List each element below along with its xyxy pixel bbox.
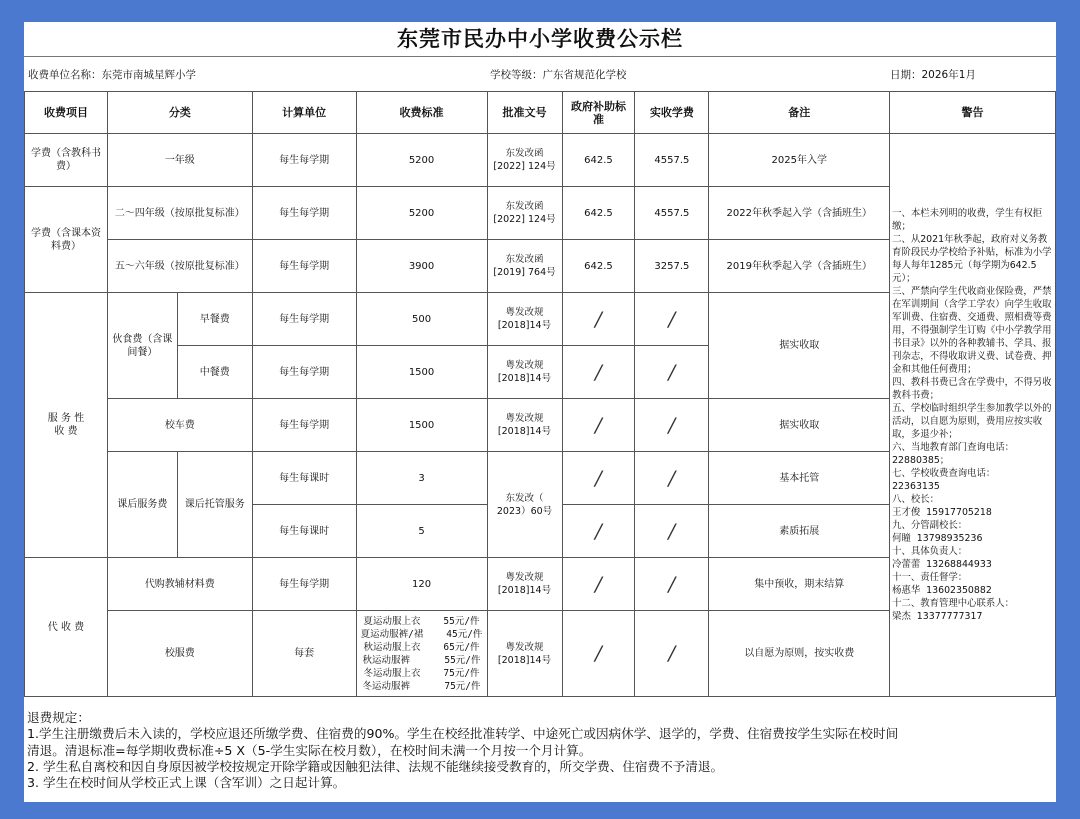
category: 校服费 (107, 611, 252, 697)
category: 代购教辅材料费 (107, 558, 252, 611)
unit: 每生每学期 (252, 558, 356, 611)
approval-doc: 粤发改规 [2018]14号 (487, 558, 562, 611)
standard: 1500 (356, 346, 487, 399)
approval-doc: 东发改函 [2022] 124号 (487, 134, 562, 187)
approval-doc: 东发改函 [2019] 764号 (487, 240, 562, 293)
remark: 集中预收，期末结算 (709, 558, 890, 611)
after-school-fee: 课后服务费 (107, 452, 177, 558)
table-row (25, 134, 1056, 187)
subsidy: / (562, 505, 635, 558)
notice-date: 日期：2026年1月 (890, 69, 976, 81)
header-fee-item: 收费项目 (25, 92, 108, 134)
subsidy: / (562, 293, 635, 346)
approval-doc: 粤发改规 [2018]14号 (487, 346, 562, 399)
remark: 2019年秋季起入学（含插班生） (709, 240, 890, 293)
remark: 基本托管 (709, 452, 890, 505)
actual-fee: 4557.5 (635, 187, 709, 240)
header-row (25, 92, 1056, 134)
actual-fee: / (635, 399, 709, 452)
approval-doc: 粤发改规 [2018]14号 (487, 611, 562, 697)
charging-unit: 收费单位名称：东莞市南城星辉小学 (28, 69, 196, 81)
unit: 每生每学期 (252, 187, 356, 240)
unit: 每生每课时 (252, 505, 356, 558)
subsidy: / (562, 558, 635, 611)
standard: 1500 (356, 399, 487, 452)
unit: 每生每学期 (252, 399, 356, 452)
actual-fee: / (635, 558, 709, 611)
header-approval-doc: 批准文号 (487, 92, 562, 134)
collection-fee-group: 代 收 费 (25, 558, 108, 697)
fee-notice-sheet (24, 22, 1056, 802)
unit: 每生每学期 (252, 346, 356, 399)
subsidy: / (562, 346, 635, 399)
remark: 据实收取 (709, 293, 890, 399)
unit: 每套 (252, 611, 356, 697)
subsidy: / (562, 611, 635, 697)
refund-rule: 1.学生注册缴费后未入读的，学校应退还所缴学费、住宿费的90%。学生在校经批准转学、中途死亡或因病休学、退学的，学费、住宿费按学生实际在校时间 (27, 726, 899, 742)
actual-fee: 4557.5 (635, 134, 709, 187)
header-subsidy: 政府补助标准 (562, 92, 635, 134)
unit: 每生每学期 (252, 293, 356, 346)
meal-fee: 伙食费（含课间餐） (107, 293, 177, 399)
subsidy: 642.5 (562, 240, 635, 293)
unit: 每生每学期 (252, 134, 356, 187)
header-standard: 收费标准 (356, 92, 487, 134)
remark: 2022年秋季起入学（含插班生） (709, 187, 890, 240)
actual-fee: 3257.5 (635, 240, 709, 293)
standard: 3 (356, 452, 487, 505)
category: 二～四年级（按原批复标准） (107, 187, 252, 240)
approval-doc: 东发改（ 2023）60号 (487, 452, 562, 558)
fee-table (24, 91, 1056, 697)
standard: 500 (356, 293, 487, 346)
uniform-price-list: 夏运动服上衣 55元/件 夏运动服裤/裙 45元/件 秋运动服上衣 65元/件 秋运动服裤 55元/件 冬运动服上衣 75元/件 冬运动服裤 75元/件 (356, 611, 487, 697)
refund-rule: 清退。清退标准=每学期收费标准÷5 X（5-学生实际在校月数），在校时间未满一个月按一个月计算。 (27, 742, 592, 758)
actual-fee: / (635, 346, 709, 399)
approval-doc: 粤发改规 [2018]14号 (487, 399, 562, 452)
fee-item: 学费（含教科书费） (25, 134, 108, 187)
category: 五～六年级（按原批复标准） (107, 240, 252, 293)
subsidy: / (562, 399, 635, 452)
standard: 120 (356, 558, 487, 611)
school-grade: 学校等级：广东省规范化学校 (490, 69, 627, 81)
refund-rules (27, 710, 1053, 791)
remark: 据实收取 (709, 399, 890, 452)
unit: 每生每学期 (252, 240, 356, 293)
refund-rule: 2. 学生私自离校和因自身原因被学校按规定开除学籍或因触犯法律、法规不能继续接受教育的，所交学费、住宿费不予清退。 (27, 758, 724, 774)
category: 校车费 (107, 399, 252, 452)
category: 课后托管服务 (177, 452, 252, 558)
actual-fee: / (635, 611, 709, 697)
remark: 以自愿为原则，按实收费 (709, 611, 890, 697)
standard: 3900 (356, 240, 487, 293)
category: 中餐费 (177, 346, 252, 399)
subsidy: 642.5 (562, 134, 635, 187)
page-title: 东莞市民办中小学收费公示栏 (24, 22, 1056, 57)
actual-fee: / (635, 293, 709, 346)
subsidy: / (562, 452, 635, 505)
standard: 5200 (356, 187, 487, 240)
header-category: 分类 (107, 92, 252, 134)
header-remarks: 备注 (709, 92, 890, 134)
remark: 2025年入学 (709, 134, 890, 187)
header-unit: 计算单位 (252, 92, 356, 134)
standard: 5 (356, 505, 487, 558)
info-row (24, 57, 1056, 91)
header-warning: 警告 (890, 92, 1056, 134)
unit: 每生每课时 (252, 452, 356, 505)
service-fee-group: 服 务 性 收 费 (25, 293, 108, 558)
refund-heading: 退费规定： (27, 710, 90, 725)
actual-fee: / (635, 505, 709, 558)
category: 早餐费 (177, 293, 252, 346)
category: 一年级 (107, 134, 252, 187)
standard: 5200 (356, 134, 487, 187)
approval-doc: 东发改函 [2022] 124号 (487, 187, 562, 240)
header-actual-fee: 实收学费 (635, 92, 709, 134)
actual-fee: / (635, 452, 709, 505)
warning-notes: 一、本栏未列明的收费，学生有权拒缴； 二、从2021年秋季起，政府对义务教育阶段民办学校给予补贴，标准为小学每人每年1285元（每学期为642.5元）； 三、严禁向学生代收商业保险费，严禁在军训期间（含学工学农）向学生收取军训费、住宿费、交通费、照相费等费用，不得强制学生订购《中小学教学用书目录》以外的各种教辅书、学具、报刊杂志，不得收取讲义费、试卷费、押金和其他任何费用； 四、教科书费已含在学费中，不得另收教科书费； 五、学校临时组织学生参加教学以外的活动，以自愿为原则，费用应按实收取，多退少补； 六、当地教育部门查询电话： 22880385； 七、学校收费查询电话： 22363135 八、校长： 王才俊 15917705218 九、分管副校长： 何瞳 13798935236 十、具体负责人： 冷蕾蕾 13268844933 十一、责任督学： 杨惠华 13602350882 十二、教育管理中心联系人： 梁杰 13377777317 (890, 134, 1056, 697)
approval-doc: 粤发改规 [2018]14号 (487, 293, 562, 346)
subsidy: 642.5 (562, 187, 635, 240)
fee-item: 学费（含课本资料费） (25, 187, 108, 293)
refund-rule: 3. 学生在校时间从学校正式上课（含军训）之日起计算。 (27, 775, 346, 791)
remark: 素质拓展 (709, 505, 890, 558)
